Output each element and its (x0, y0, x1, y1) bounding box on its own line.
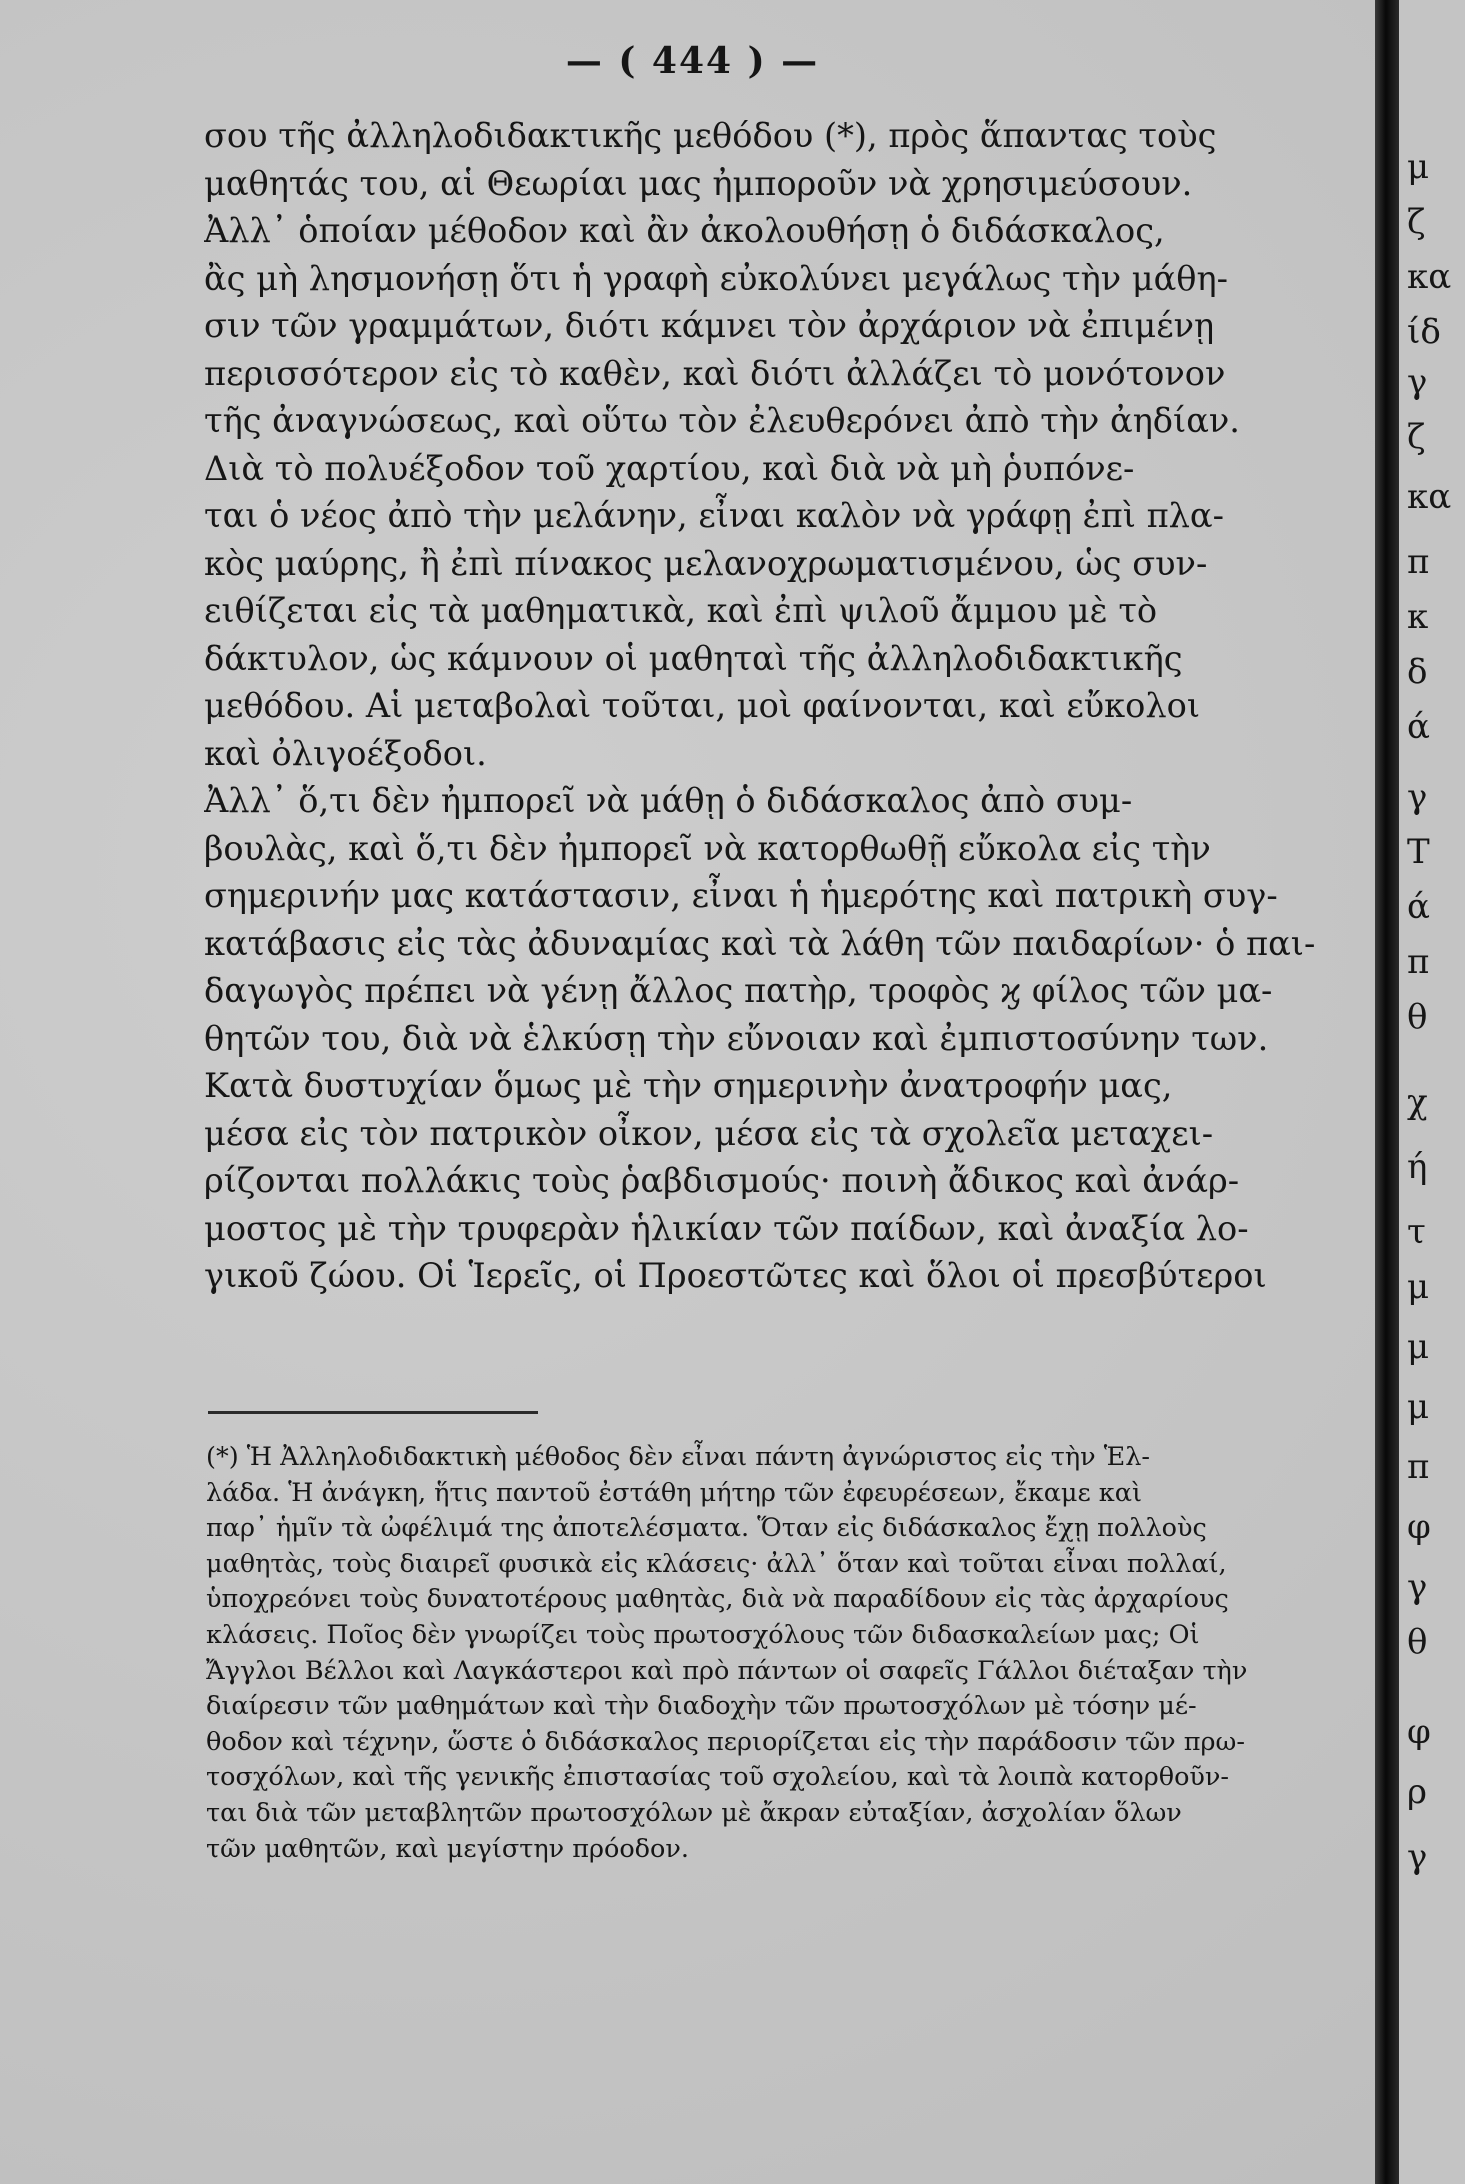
body-line: δάκτυλον, ὡς κάμνουν οἱ μαθηταὶ τῆς ἀλληλοδιδακτικῆς (204, 638, 1183, 678)
facing-page-fragment: Τ (1407, 832, 1430, 872)
footnote-line: διαίρεσιν τῶν μαθημάτων καὶ τὴν διαδοχὴν τῶν πρωτοσχόλων μὲ τόσην μέ- (206, 1691, 1197, 1722)
body-line: σου τῆς ἀλληλοδιδακτικῆς μεθόδου (*), πρὸς ἅπαντας τοὺς (204, 116, 1217, 155)
body-line: μέσα εἰς τὸν πατρικὸν οἶκον, μέσα εἰς τὰ σχολεῖα μεταχει- (204, 1113, 1214, 1153)
body-line: μοστος μὲ τὴν τρυφερὰν ἡλικίαν τῶν παίδων, καὶ ἀναξία λο- (204, 1208, 1249, 1248)
facing-page-fragment: χ (1407, 1082, 1428, 1122)
facing-page-fragment: φ (1407, 1507, 1431, 1547)
body-line: θητῶν του, διὰ νὰ ἑλκύσῃ τὴν εὔνοιαν καὶ ἐμπιστοσύνην των. (204, 1018, 1269, 1058)
body-line: Ἀλλ᾽ ὁποίαν μέθοδον καὶ ἂν ἀκολουθήσῃ ὁ διδάσκαλος, (204, 211, 1165, 250)
facing-page-fragment: φ (1407, 1712, 1431, 1752)
body-line: μεθόδου. Αἱ μεταβολαὶ τοῦται, μοὶ φαίνονται, καὶ εὔκολοι (204, 686, 1200, 725)
facing-page-fragment: π (1407, 942, 1430, 982)
footnote (206, 1440, 1326, 1867)
footnote-line: τῶν μαθητῶν, καὶ μεγίστην πρόοδον. (206, 1833, 689, 1864)
facing-page-fragment: γ (1407, 1837, 1428, 1877)
footnote-line: παρ᾽ ἡμῖν τὰ ὠφέλιμά της ἀποτελέσματα. Ὅταν εἰς διδάσκαλος ἔχῃ πολλοὺς (206, 1513, 1207, 1544)
facing-page-fragment: ά (1407, 887, 1430, 927)
facing-page-fragment: ζ (1407, 202, 1426, 242)
facing-page-fragment: κα (1407, 477, 1452, 517)
facing-page-fragment: δ (1407, 652, 1428, 692)
facing-page-fragment: κ (1407, 597, 1429, 637)
body-line: κὸς μαύρης, ἢ ἐπὶ πίνακος μελανοχρωματισμένου, ὡς συν- (204, 543, 1208, 583)
body-text (204, 112, 1324, 1300)
facing-page-fragment: π (1407, 1447, 1430, 1487)
body-line: σιν τῶν γραμμάτων, διότι κάμνει τὸν ἀρχάριον νὰ ἐπιμένῃ (204, 306, 1215, 345)
facing-page-fragment: π (1407, 542, 1430, 582)
footnote-line: Ἄγγλοι Βέλλοι καὶ Λαγκάστεροι καὶ πρὸ πάντων οἱ σαφεῖς Γάλλοι διέταξαν τὴν (206, 1655, 1248, 1686)
body-line: μαθητάς του, αἱ Θεωρίαι μας ἠμποροῦν νὰ χρησιμεύσουν. (204, 163, 1193, 203)
footnote-line: ται διὰ τῶν μεταβλητῶν πρωτοσχόλων μὲ ἄκραν εὐταξίαν, ἀσχολίαν ὅλων (206, 1797, 1182, 1828)
facing-page-fragment: γ (1407, 1567, 1428, 1607)
body-line: γικοῦ ζώου. Οἱ Ἱερεῖς, οἱ Προεστῶτες καὶ ὅλοι οἱ πρεσβύτεροι (204, 1256, 1267, 1295)
body-line: Ἀλλ᾽ ὅ,τι δὲν ἠμπορεῖ νὰ μάθῃ ὁ διδάσκαλος ἀπὸ συμ- (204, 781, 1133, 820)
body-line: κατάβασις εἰς τὰς ἀδυναμίας καὶ τὰ λάθη τῶν παιδαρίων· ὁ παι- (204, 923, 1316, 963)
body-line: περισσότερον εἰς τὸ καθὲν, καὶ διότι ἀλλάζει τὸ μονότονον (204, 353, 1226, 393)
body-line: Κατὰ δυστυχίαν ὅμως μὲ τὴν σημερινὴν ἀνατροφήν μας, (204, 1066, 1173, 1105)
facing-page-fragment: ίδ (1407, 312, 1441, 352)
page-header: — ( 444 ) — (565, 40, 820, 82)
facing-page-fragment: μ (1407, 1267, 1430, 1307)
body-line: ρίζονται πολλάκις τοὺς ῥαβδισμούς· ποινὴ ἄδικος καὶ ἀνάρ- (204, 1161, 1240, 1200)
body-line: σημερινήν μας κατάστασιν, εἶναι ἡ ἡμερότης καὶ πατρικὴ συγ- (204, 876, 1278, 915)
body-line: ται ὁ νέος ἀπὸ τὴν μελάνην, εἶναι καλὸν νὰ γράφῃ ἐπὶ πλα- (204, 496, 1224, 535)
facing-page-fragment: γ (1407, 362, 1428, 402)
book-gutter (1375, 0, 1399, 2184)
body-line: ειθίζεται εἰς τὰ μαθηματικὰ, καὶ ἐπὶ ψιλοῦ ἄμμου μὲ τὸ (204, 591, 1158, 630)
body-line: δαγωγὸς πρέπει νὰ γένῃ ἄλλος πατὴρ, τροφὸς ϗ φίλος τῶν μα- (204, 971, 1273, 1010)
facing-page-fragment: ζ (1407, 417, 1426, 457)
footnote-line: κλάσεις. Ποῖος δὲν γνωρίζει τοὺς πρωτοσχόλους τῶν διδασκαλείων μας; Οἱ (206, 1619, 1200, 1650)
footnote-line: τοσχόλων, καὶ τῆς γενικῆς ἐπιστασίας τοῦ σχολείου, καὶ τὰ λοιπὰ κατορθοῦν- (206, 1762, 1230, 1793)
body-line: καὶ ὀλιγοέξοδοι. (204, 733, 487, 773)
facing-page-fragment: κα (1407, 257, 1452, 297)
facing-page-fragment: θ (1407, 997, 1428, 1037)
footnote-line: λάδα. Ἡ ἀνάγκη, ἥτις παντοῦ ἐστάθη μήτηρ τῶν ἐφευρέσεων, ἔκαμε καὶ (206, 1477, 1142, 1508)
facing-page-fragment: τ (1407, 1212, 1426, 1252)
facing-page-fragment: θ (1407, 1622, 1428, 1662)
facing-page-fragment: γ (1407, 777, 1428, 817)
facing-page-fragment: ά (1407, 707, 1430, 747)
body-line: ἂς μὴ λησμονήσῃ ὅτι ἡ γραφὴ εὐκολύνει μεγάλως τὴν μάθη- (204, 258, 1228, 298)
body-line: τῆς ἀναγνώσεως, καὶ οὕτω τὸν ἐλευθερόνει ἀπὸ τὴν ἀηδίαν. (204, 401, 1240, 440)
footnote-line: ὑποχρεόνει τοὺς δυνατοτέρους μαθητὰς, διὰ νὰ παραδίδουν εἰς τὰς ἀρχαρίους (206, 1584, 1229, 1615)
footnote-line: (*) Ἡ Ἀλληλοδιδακτικὴ μέθοδος δὲν εἶναι πάντη ἀγνώριστος εἰς τὴν Ἑλ- (206, 1442, 1151, 1472)
facing-page-fragment: μ (1407, 1387, 1430, 1427)
facing-page-edge (1399, 0, 1465, 2184)
facing-page-fragment: μ (1407, 1327, 1430, 1367)
facing-page-fragment: ή (1407, 1147, 1428, 1187)
body-line: Διὰ τὸ πολυέξοδον τοῦ χαρτίου, καὶ διὰ νὰ μὴ ῥυπόνε- (204, 448, 1135, 488)
footnote-line: θοδον καὶ τέχνην, ὥστε ὁ διδάσκαλος περιορίζεται εἰς τὴν παράδοσιν τῶν πρω- (206, 1726, 1245, 1757)
footnote-line: μαθητὰς, τοὺς διαιρεῖ φυσικὰ εἰς κλάσεις· ἀλλ᾽ ὅταν καὶ τοῦται εἶναι πολλαί, (206, 1548, 1227, 1579)
facing-page-fragment: ρ (1407, 1772, 1427, 1812)
footnote-divider (208, 1411, 538, 1414)
facing-page-fragment: μ (1407, 147, 1430, 187)
body-line: βουλὰς, καὶ ὅ,τι δὲν ἠμπορεῖ νὰ κατορθωθῇ εὔκολα εἰς τὴν (204, 828, 1211, 868)
